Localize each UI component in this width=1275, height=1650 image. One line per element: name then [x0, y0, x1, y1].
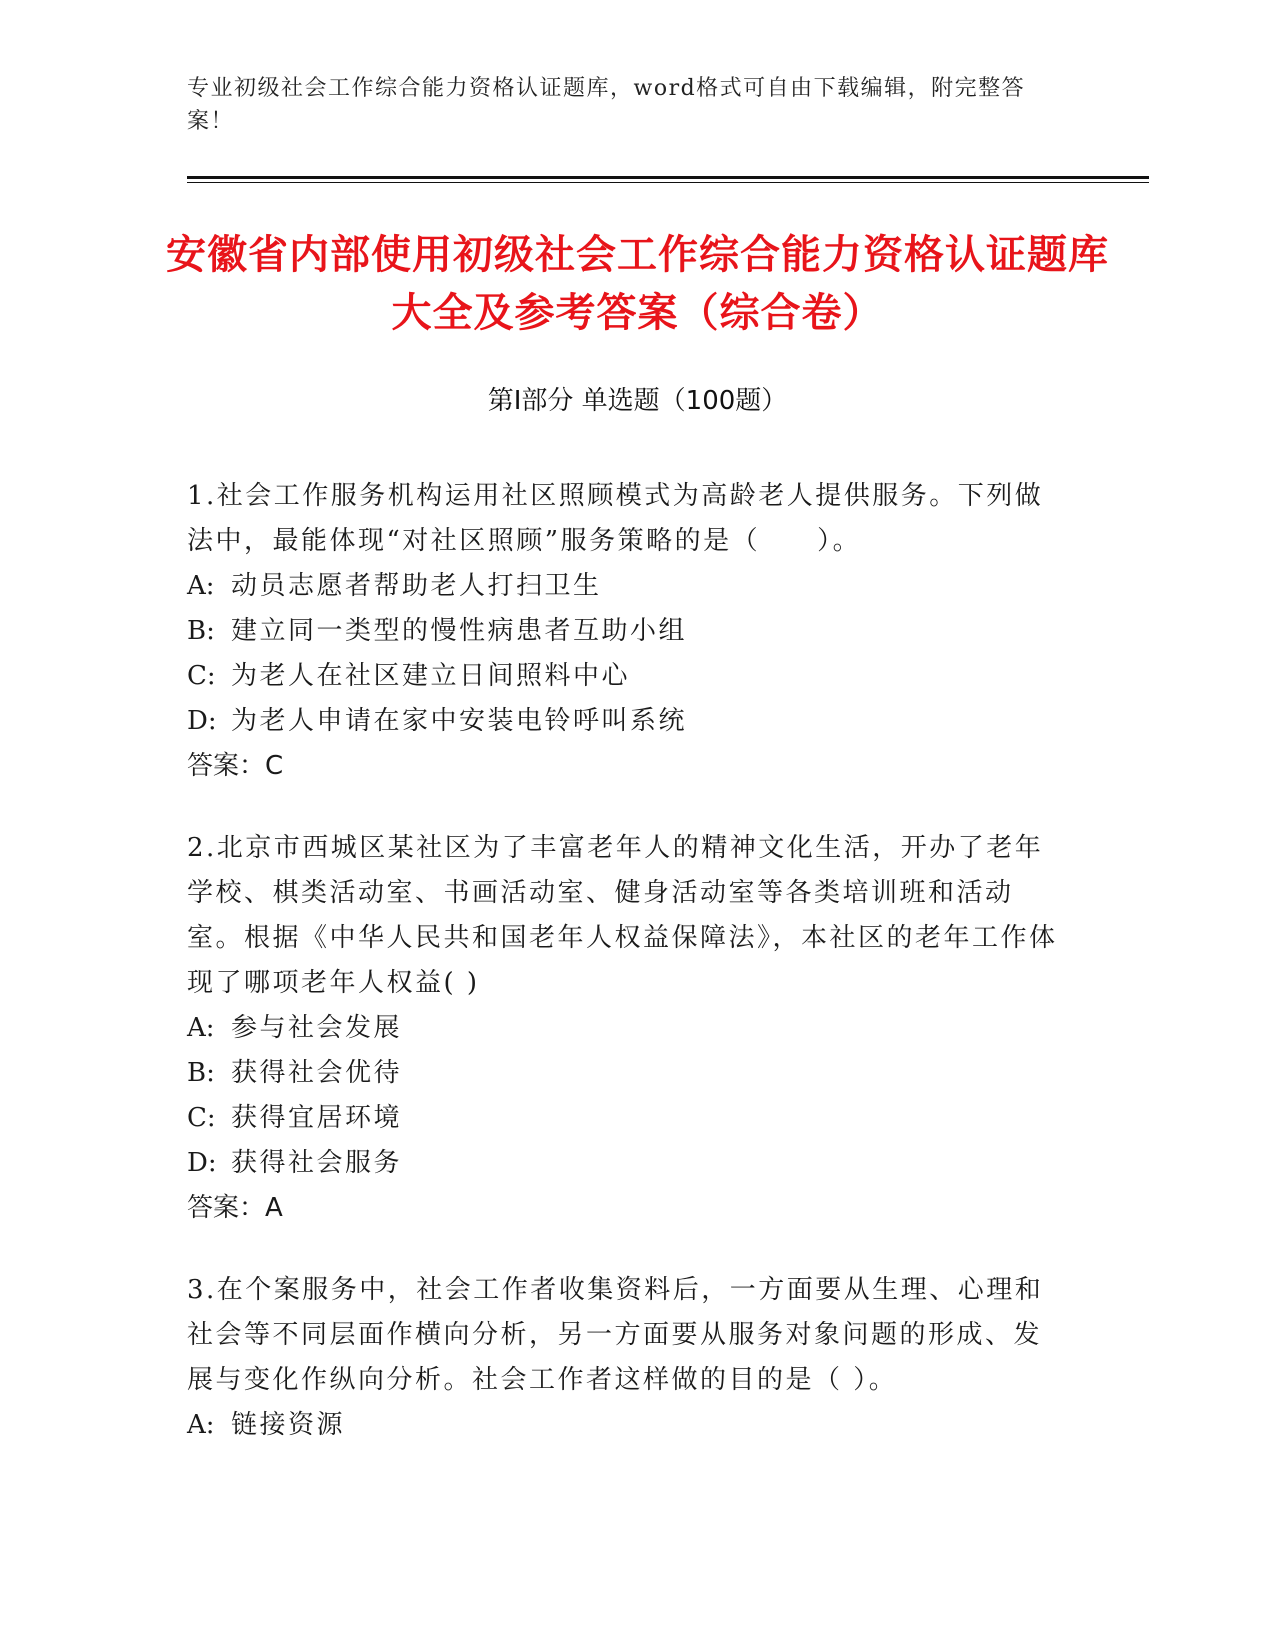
question-2	[187, 826, 1067, 1231]
option-d	[187, 699, 1067, 744]
option-letter: B:	[187, 616, 215, 646]
option-letter: A:	[187, 571, 215, 601]
option-b	[187, 609, 1067, 654]
option-letter: A:	[187, 1013, 215, 1043]
option-a	[187, 1006, 1067, 1051]
question-stem: 1.社会工作服务机构运用社区照顾模式为高龄老人提供服务。下列做法中，最能体现“对社区照顾”服务策略的是（ ）。	[187, 481, 1044, 556]
question-1	[187, 474, 1067, 789]
option-text: 参与社会发展	[231, 1013, 403, 1043]
option-b	[187, 1051, 1067, 1096]
option-c	[187, 1096, 1067, 1141]
header-divider-thin	[187, 182, 1149, 183]
option-letter: C:	[187, 661, 216, 691]
document-title: 安徽省内部使用初级社会工作综合能力资格认证题库大全及参考答案（综合卷）	[166, 232, 1109, 336]
question-stem: 3.在个案服务中，社会工作者收集资料后，一方面要从生理、心理和社会等不同层面作横向分析，另一方面要从服务对象问题的形成、发展与变化作纵向分析。社会工作者这样做的目的是（ ）。	[187, 1275, 1044, 1395]
option-text: 链接资源	[231, 1410, 346, 1440]
header-divider-thick	[187, 176, 1149, 179]
option-text: 动员志愿者帮助老人打扫卫生	[231, 571, 602, 601]
option-a	[187, 564, 1067, 609]
question-list	[187, 474, 1067, 1485]
option-text: 为老人在社区建立日间照料中心	[231, 661, 631, 691]
option-text: 建立同一类型的慢性病患者互助小组	[231, 616, 688, 646]
option-text: 获得社会优待	[231, 1058, 403, 1088]
option-d	[187, 1141, 1067, 1186]
option-letter: B:	[187, 1058, 215, 1088]
answer-line: 答案：C	[187, 751, 284, 781]
option-letter: A:	[187, 1410, 215, 1440]
question-stem: 2.北京市西城区某社区为了丰富老年人的精神文化生活，开办了老年学校、棋类活动室、书画活动室、健身活动室等各类培训班和活动室。根据《中华人民共和国老年人权益保障法》，本社区的老年工作体现了哪项老年人权益( )	[187, 833, 1058, 998]
section-title: 第Ⅰ部分 单选题（100题）	[487, 386, 788, 416]
header-note: 专业初级社会工作综合能力资格认证题库，word格式可自由下载编辑，附完整答案！	[187, 76, 1026, 134]
option-text: 获得社会服务	[231, 1148, 403, 1178]
option-letter: C:	[187, 1103, 216, 1133]
option-text: 为老人申请在家中安装电铃呼叫系统	[231, 706, 688, 736]
question-3	[187, 1268, 1067, 1448]
answer-line: 答案：A	[187, 1193, 283, 1223]
option-letter: D:	[187, 706, 217, 736]
option-a	[187, 1403, 1067, 1448]
option-c	[187, 654, 1067, 699]
option-letter: D:	[187, 1148, 217, 1178]
option-text: 获得宜居环境	[231, 1103, 403, 1133]
